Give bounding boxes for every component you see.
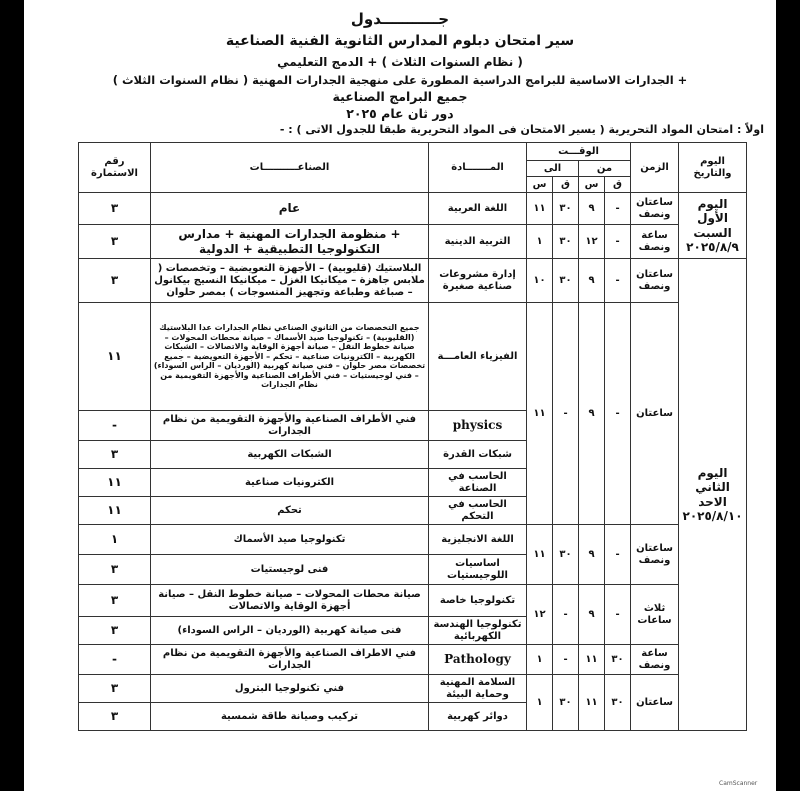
to-q: ٣٠ (553, 675, 579, 731)
subject-cell: إدارة مشروعات صناعية صغيرة (429, 259, 527, 303)
form-cell: ١١ (79, 303, 151, 411)
to-s: ١ (527, 645, 553, 675)
subject-cell: تكنولوجيا خاصة (429, 585, 527, 617)
duration-cell: ثلاث ساعات (631, 585, 679, 645)
subject-cell: شبكات القدرة (429, 441, 527, 469)
subject-cell: اللغة العربية (429, 193, 527, 225)
duration-cell: ساعة ونصف (631, 225, 679, 259)
to-q: ٣٠ (553, 225, 579, 259)
document-page (24, 0, 776, 791)
col-day: اليوم والتاريخ (679, 143, 747, 193)
subject-cell: الحاسب في الصناعة (429, 469, 527, 497)
programs-cell: صيانة محطات المحولات – صيانة خطوط النقل – صيانة أجهزة الوقاية والاتصالات (151, 585, 429, 617)
subject-cell: دوائر كهربية (429, 703, 527, 731)
from-s: ٩ (579, 193, 605, 225)
from-s: ٩ (579, 303, 605, 525)
doc-subtitle-2: + الجدارات الاساسية للبرامج الدراسية المطورة على منهجية الجدارات المهنية ( نظام السنوات الثلاث ) (112, 73, 688, 87)
intro-text: اولاً : امتحان المواد التحريرية ( يسير الامتحان فى المواد التحريرية طبقا للجدول الاتى ) : - (279, 123, 764, 136)
programs-cell: عام (151, 193, 429, 225)
schedule-table (78, 142, 747, 731)
col-q: ق (605, 177, 631, 193)
from-q: - (605, 525, 631, 585)
doc-title: سير امتحان دبلوم المدارس الثانوية الفنية الصناعية (225, 33, 575, 49)
col-subject: المـــــــادة (429, 143, 527, 193)
from-q: - (605, 193, 631, 225)
subject-cell: اساسيات اللوجيستيات (429, 555, 527, 585)
programs-cell: فني الأطراف الصناعية والأجهزة التقويمية من نظام الجدارات (151, 411, 429, 441)
programs-cell: جميع التخصصات من الثانوي الصناعي نظام الجدارات عدا البلاستيك (القليوبية) – تكنولوجيا صيد الأسماك – صيانة محطات المحولات – صيانة خطوط النقل – صيانة أجهزة الوقاية والاتصالات – الشبكات الكهربية – الكترونيات صناعية – تحكم – الأجهزة التعويضية – جميع تخصصات مصر حلوان – فني صيانة كهربية (الورديان – الراس السوداء) – فني لوجيستيات – فني الأطراف الصناعية والأجهزة التقويمية من نظام الجدارات (151, 303, 429, 411)
programs-cell: فنى صيانة كهربية (الورديان – الراس السوداء) (151, 617, 429, 645)
duration-cell: ساعتان ونصف (631, 525, 679, 585)
form-cell: ١١ (79, 469, 151, 497)
duration-cell: ساعة ونصف (631, 645, 679, 675)
form-cell: ١ (79, 525, 151, 555)
programs-cell: فني الاطراف الصناعية والأجهزة التقويمية من نظام الجدارات (151, 645, 429, 675)
day-cell: اليوم الأول السبت ٢٠٢٥/٨/٩ (679, 193, 747, 259)
col-programs: الصناعــــــــــات (151, 143, 429, 193)
to-s: ١٢ (527, 585, 553, 645)
to-q: ٣٠ (553, 193, 579, 225)
form-cell: ٣ (79, 555, 151, 585)
programs-cell: الكترونيات صناعية (151, 469, 429, 497)
to-s: ١٠ (527, 259, 553, 303)
doc-session: دور ثان عام ٢٠٢٥ (346, 106, 454, 121)
subject-cell: الفيزياء العامـــة (429, 303, 527, 411)
col-form: رقم الاستمارة (79, 143, 151, 193)
day-cell: اليوم الثاني الاحد ٢٠٢٥/٨/١٠ (679, 259, 747, 731)
col-from: من (579, 161, 631, 177)
to-s: ١١ (527, 303, 553, 525)
duration-cell: ساعتان (631, 675, 679, 731)
from-q: ٣٠ (605, 645, 631, 675)
form-cell: ٣ (79, 225, 151, 259)
subject-cell: التربية الدينية (429, 225, 527, 259)
from-q: - (605, 303, 631, 525)
to-q: - (553, 645, 579, 675)
from-s: ٩ (579, 585, 605, 645)
to-s: ١ (527, 225, 553, 259)
col-s: س (579, 177, 605, 193)
duration-cell: ساعتان (631, 303, 679, 525)
subject-cell: الحاسب في التحكم (429, 497, 527, 525)
to-q: - (553, 303, 579, 525)
to-s: ١١ (527, 193, 553, 225)
doc-programs: جميع البرامج الصناعية (332, 89, 468, 104)
form-cell: - (79, 411, 151, 441)
from-s: ١٢ (579, 225, 605, 259)
to-q: ٣٠ (553, 525, 579, 585)
duration-cell: ساعتان ونصف (631, 259, 679, 303)
from-q: ٣٠ (605, 675, 631, 731)
form-cell: ٣ (79, 441, 151, 469)
from-s: ١١ (579, 645, 605, 675)
from-s: ١١ (579, 675, 605, 731)
programs-cell: تحكم (151, 497, 429, 525)
col-s: س (527, 177, 553, 193)
from-q: - (605, 585, 631, 645)
from-q: - (605, 259, 631, 303)
subject-cell: اللغة الانجليزية (429, 525, 527, 555)
from-s: ٩ (579, 259, 605, 303)
form-cell: ٣ (79, 585, 151, 617)
col-time: الوقـــت (527, 143, 631, 161)
doc-subtitle: ( نظام السنوات الثلاث ) + الدمج التعليمي (277, 55, 523, 69)
doc-heading: جـــــــــــدول (350, 10, 450, 28)
to-s: ١ (527, 675, 553, 731)
subject-cell: تكنولوجيا الهندسة الكهربائية (429, 617, 527, 645)
programs-cell: تكنولوجيا صيد الأسماك (151, 525, 429, 555)
col-duration: الزمن (631, 143, 679, 193)
col-q: ق (553, 177, 579, 193)
form-cell: ٣ (79, 703, 151, 731)
subject-cell: physics (429, 411, 527, 441)
to-q: ٣٠ (553, 259, 579, 303)
programs-cell: البلاستيك (قليوبية) – الأجهزة التعويضية – وتخصصات ( ملابس جاهزة – ميكانيكا الغزل – ميكانيكا النسيج بيكانول – صباغة وطباعة وتجهيز المنسوجات ) بمصر حلوان (151, 259, 429, 303)
programs-cell: فنى لوجيستيات (151, 555, 429, 585)
programs-cell: تركيب وصيانة طاقة شمسية (151, 703, 429, 731)
subject-cell: السلامة المهنية وحماية البيئة (429, 675, 527, 703)
form-cell: - (79, 645, 151, 675)
form-cell: ١١ (79, 497, 151, 525)
from-q: - (605, 225, 631, 259)
subject-cell: Pathology (429, 645, 527, 675)
form-cell: ٣ (79, 617, 151, 645)
form-cell: ٣ (79, 259, 151, 303)
programs-cell: + منظومة الجدارات المهنية + مدارس التكنولوجيا التطبيقية + الدولية (151, 225, 429, 259)
form-cell: ٣ (79, 193, 151, 225)
scanner-watermark: CamScanner (719, 780, 758, 787)
to-q: - (553, 585, 579, 645)
duration-cell: ساعتان ونصف (631, 193, 679, 225)
form-cell: ٣ (79, 675, 151, 703)
programs-cell: فني تكنولوجيا البترول (151, 675, 429, 703)
programs-cell: الشبكات الكهربية (151, 441, 429, 469)
to-s: ١١ (527, 525, 553, 585)
from-s: ٩ (579, 525, 605, 585)
col-to: الى (527, 161, 579, 177)
